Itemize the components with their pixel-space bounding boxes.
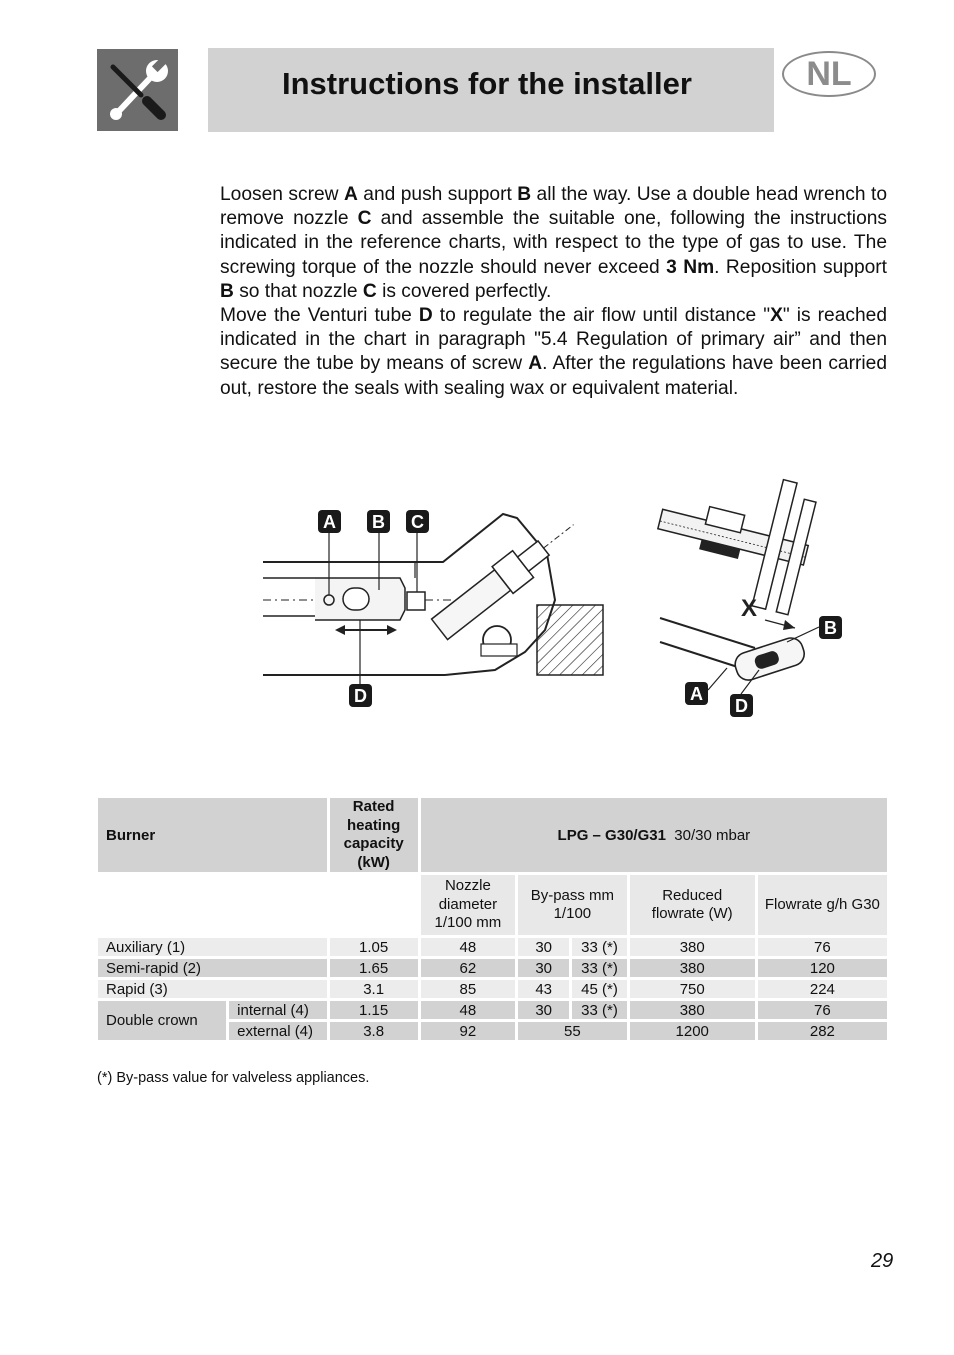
paragraph-1-run: so that nozzle — [233, 280, 363, 302]
burner-diagram — [255, 470, 855, 730]
callout-c — [406, 510, 429, 533]
paragraph-2-run: to regulate the air flow until distance " — [432, 305, 771, 327]
table-row: Semi-rapid (2) 1.65 62 30 33 (*) 380 120 — [98, 959, 887, 977]
paragraph-1-run: and push support — [357, 184, 518, 205]
paragraph-2-run: . After the regulations have been carried out, restore the seals with sealing wax or equivalent material. — [220, 353, 887, 399]
callout-right-b — [819, 616, 842, 639]
double-crown-label: Double crown — [98, 1001, 226, 1040]
table-row: Double crown internal (4) 1.15 48 30 33 (*) 380 76 — [98, 1001, 887, 1019]
paragraph-1-run: Loosen screw — [220, 184, 344, 205]
table-row: Rapid (3) 3.1 85 43 45 (*) 750 224 — [98, 980, 887, 998]
paragraph-2-run: " is reached indicated in the chart in paragraph "5.4 Regulation of primary air” and then secure the tube by means of screw — [220, 305, 887, 375]
paragraph-1-run: C — [357, 208, 372, 230]
svg-text:B: B — [372, 512, 385, 532]
distance-x-label: X — [741, 595, 758, 622]
callout-b — [367, 510, 390, 533]
table-row: Auxiliary (1) 1.05 48 30 33 (*) 380 76 — [98, 938, 887, 956]
header-lpg — [421, 798, 887, 872]
paragraph-2-run: Move the Venturi tube — [220, 305, 419, 327]
lpg-nozzle-table — [95, 795, 890, 1043]
callout-a — [318, 510, 341, 533]
subheader-reduced: Reduced flowrate (W) — [630, 875, 755, 935]
callout-right-a — [685, 682, 708, 705]
language-badge: NL — [782, 51, 876, 97]
subheader-bypass: By-pass mm 1/100 — [518, 875, 627, 935]
table-header-row — [98, 798, 887, 872]
svg-text:A: A — [323, 512, 336, 532]
table-subheader-row — [98, 875, 887, 935]
paragraph-2-run: D — [418, 305, 433, 327]
svg-text:D: D — [735, 696, 748, 716]
svg-text:D: D — [354, 686, 367, 706]
callout-d — [349, 684, 372, 707]
paragraph-1-run: C — [362, 280, 377, 302]
paragraph-1-run: is covered perfectly. — [376, 280, 552, 302]
svg-text:B: B — [824, 618, 837, 638]
callout-right-d — [730, 694, 753, 717]
header-bar — [208, 48, 774, 132]
paragraph-2-run: A — [528, 353, 543, 375]
paragraph-1-run: 3 Nm — [666, 256, 715, 278]
paragraph-1-run: B — [220, 280, 234, 302]
instructions-text — [220, 183, 887, 401]
page-number: 29 — [871, 1250, 894, 1272]
header-lpg-gas: LPG – G30/G31 — [557, 826, 666, 844]
nozzle-assembly-drawing — [255, 470, 615, 730]
table-row: external (4) 3.8 92 55 1200 282 — [98, 1022, 887, 1040]
subheader-nozzle: Nozzle diameter 1/100 mm — [421, 875, 515, 935]
paragraph-1 — [220, 183, 887, 304]
tools-icon — [97, 49, 178, 131]
paragraph-1-run: B — [517, 184, 532, 205]
paragraph-1-run: . Reposition support — [714, 256, 888, 278]
header-lpg-pressure: 30/30 mbar — [674, 826, 751, 844]
paragraph-1-run: and assemble the suitable one, following the instructions indicated in the reference charts, with respect to the type of gas to use. The screwing torque of the nozzle should never exceed — [220, 208, 887, 278]
page-title: Instructions for the installer — [282, 66, 692, 101]
paragraph-2 — [220, 304, 887, 401]
header-rated-capacity: Rated heating capacity (kW) — [330, 798, 418, 872]
svg-text:C: C — [411, 512, 424, 532]
header-burner: Burner — [98, 798, 327, 872]
footnote: (*) By-pass value for valveless appliances. — [97, 1070, 370, 1086]
svg-text:A: A — [690, 684, 703, 704]
paragraph-2-run: X — [770, 305, 783, 327]
paragraph-1-run: all the way. Use a double head wrench to remove nozzle — [220, 184, 888, 230]
distance-gauge-drawing — [655, 470, 855, 730]
subheader-flowrate: Flowrate g/h G30 — [758, 875, 887, 935]
paragraph-1-run: A — [343, 184, 358, 205]
